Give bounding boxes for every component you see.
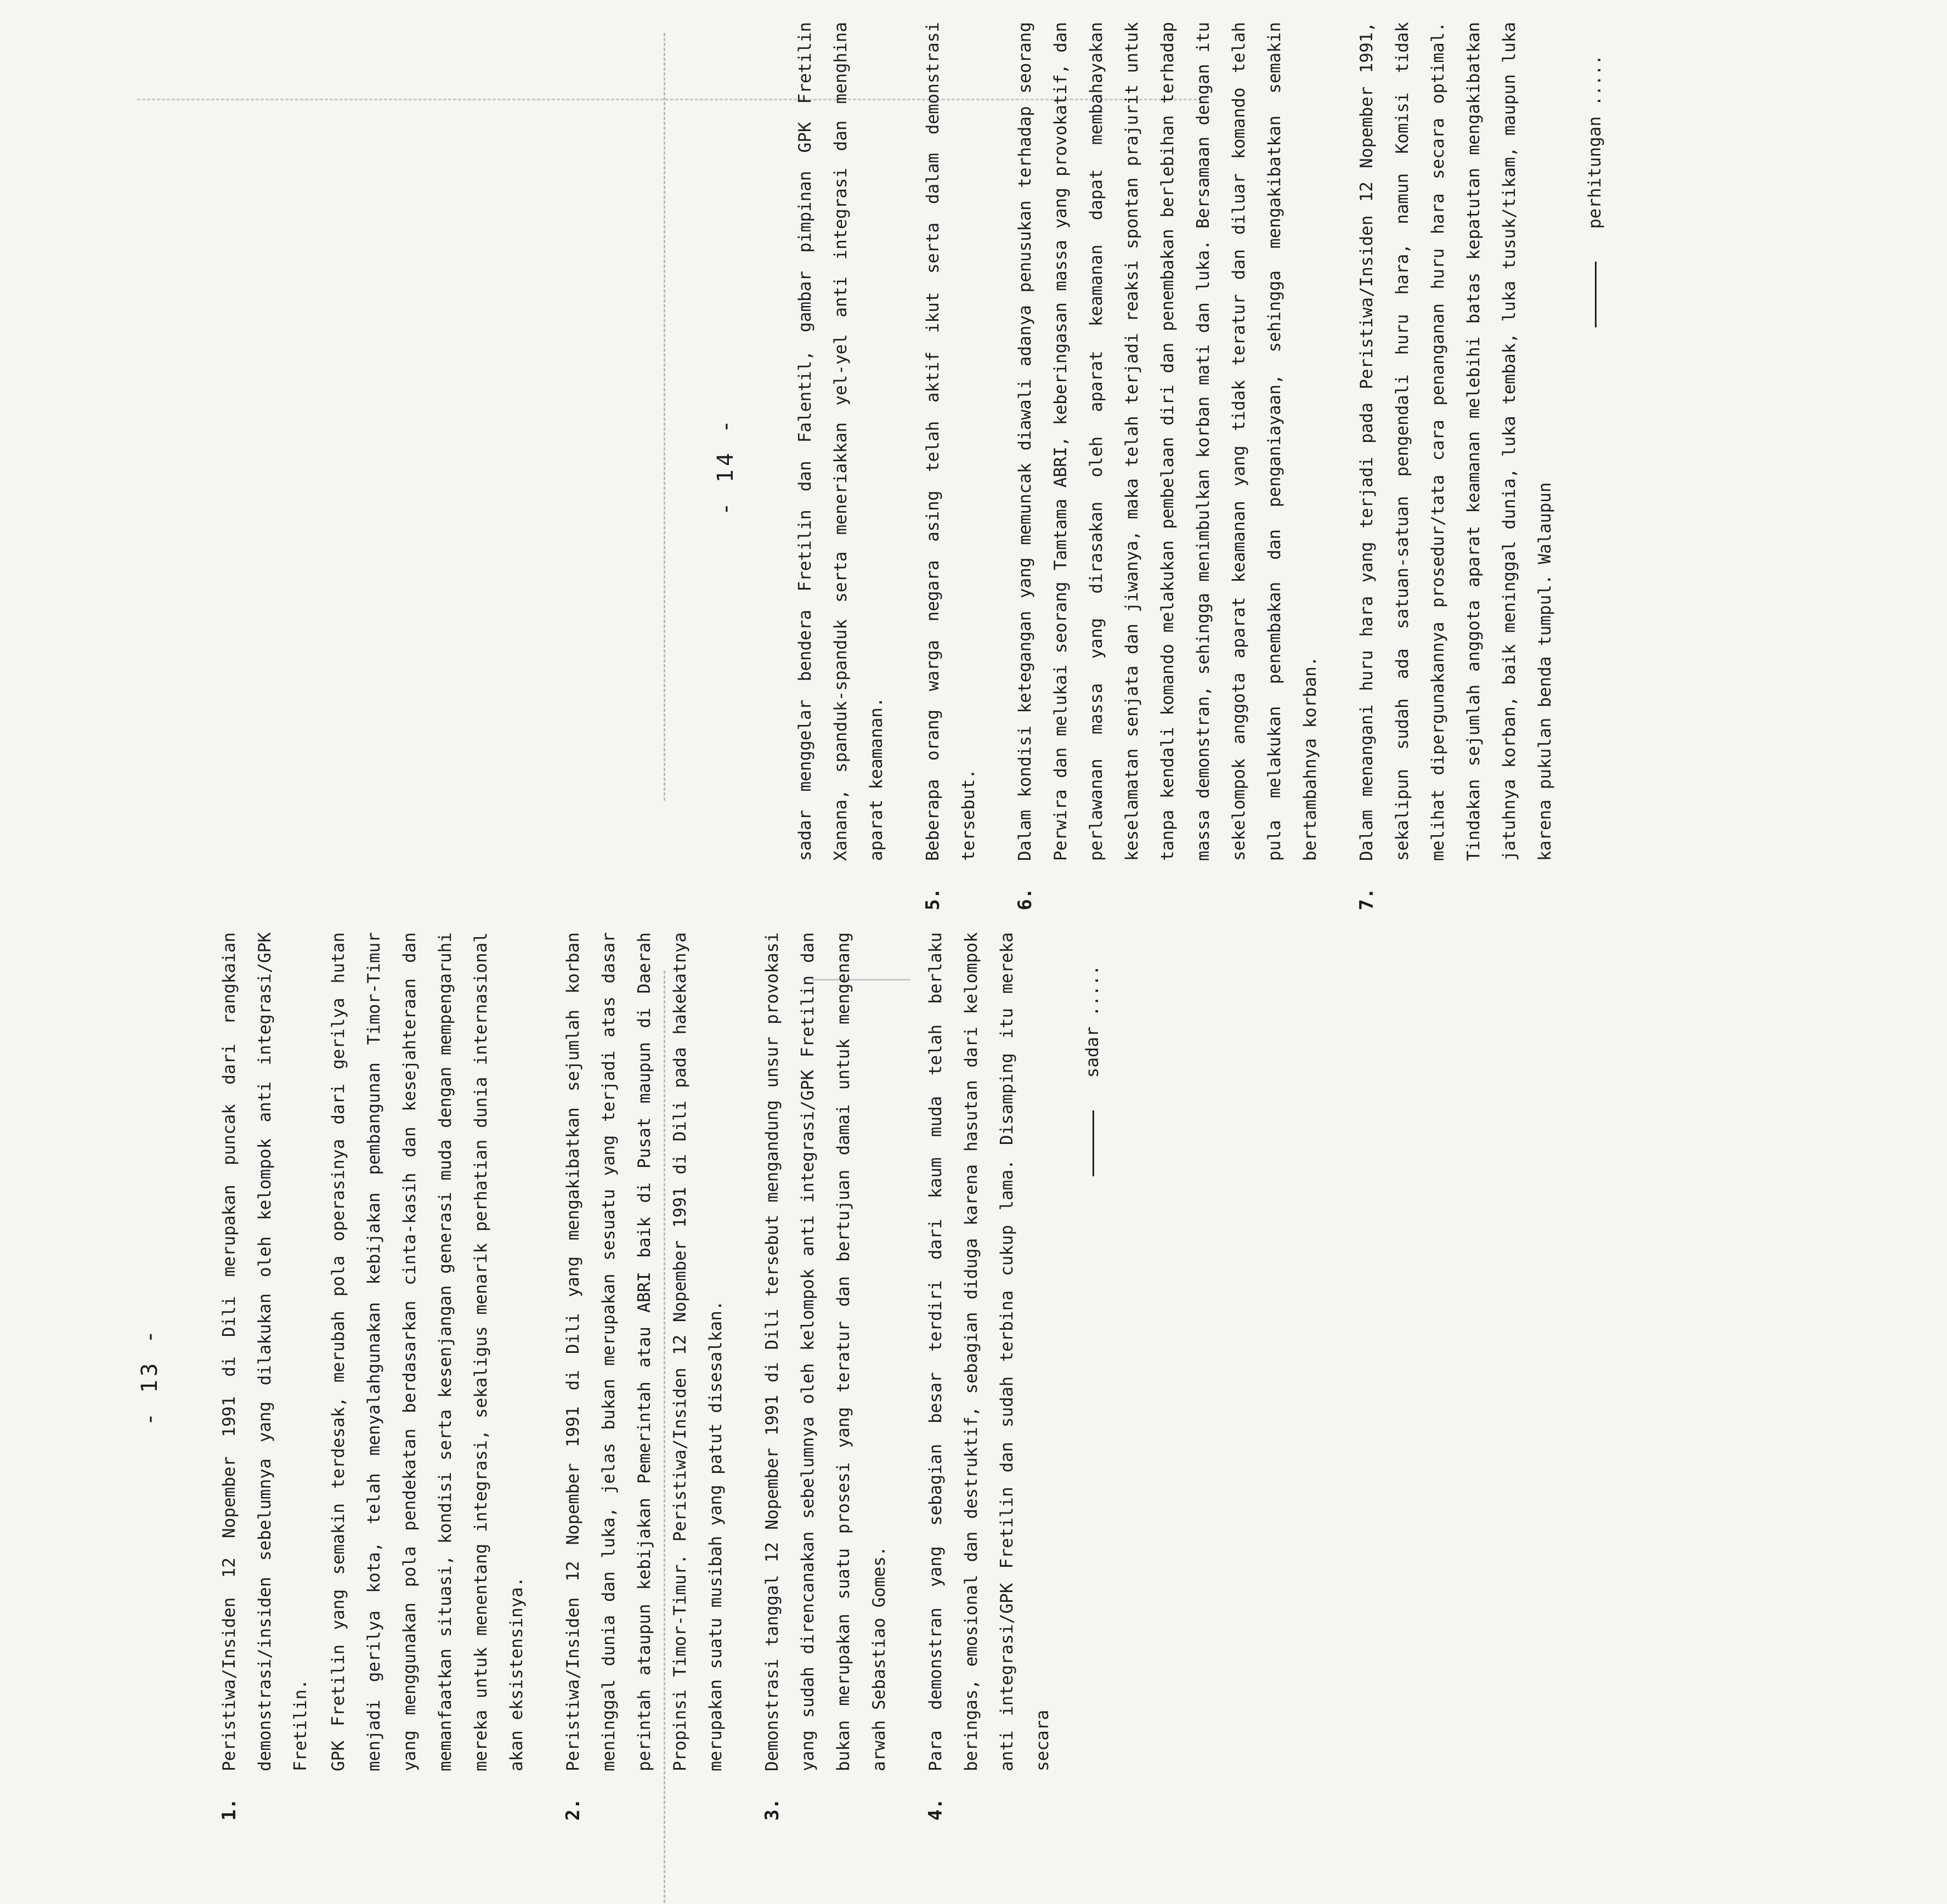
- item-text: Dalam kondisi ketegangan yang memuncak diawali adanya penusukan terhadap seorang Perwira dan melukai seorang Tamtama ABRI, keberingasan massa yang provokatif, dan perlawanan massa yang dirasakan oleh aparat keamanan dapat membahayakan keselamatan senjata dan jiwanya, maka telah terjadi reaksi spontan prajurit untuk tanpa kendali komando melakukan pembelaan diri dan penembakan berlebihan terhadap massa demonstran, sehingga menimbulkan korban mati dan luka. Bersamaan dengan itu sekelompok anggota aparat keamanan yang tidak teratur dan diluar komando telah pula melakukan penembakan dan penganiayaan, sehingga mengakibatkan semakin bertambahnya korban.: [1015, 22, 1320, 861]
- item-number: 4.: [925, 1798, 947, 1821]
- item-text: Demonstrasi tanggal 12 Nopember 1991 di Dili tersebut mengandung unsur provokasi yang sudah direncanakan sebelumnya oleh kelompok anti integrasi/GPK Fretilin dan bukan merupakan suatu prosesi yang teratur dan bertujuan damai untuk mengenang arwah Sebastiao Gomes.: [762, 932, 889, 1771]
- list-item: [755, 932, 897, 1821]
- page-13: [137, 932, 1371, 1821]
- list-item: [918, 932, 1061, 1821]
- item-text: Peristiwa/Insiden 12 Nopember 1991 di Dili merupakan puncak dari rangkaian demonstrasi/insiden sebelumnya yang dilakukan oleh kelompok anti integrasi/GPK Fretilin.: [219, 932, 310, 1771]
- catchword-text: perhitungan .....: [1585, 55, 1605, 229]
- catchword-rule: [1595, 262, 1597, 327]
- page-number: - 14 -: [713, 416, 738, 516]
- item-text: Beberapa orang warga negara asing telah aktif ikut serta dalam demonstrasi tersebut.: [923, 22, 978, 861]
- catchword: [1083, 932, 1102, 1821]
- list-item: [915, 22, 987, 910]
- list-item: [212, 932, 535, 1821]
- item-number: 5.: [922, 888, 944, 910]
- page-14: [713, 22, 1947, 910]
- item-text: GPK Fretilin yang semakin terdesak, merubah pola operasinya dari gerilya hutan menjadi gerilya kota, telah menyalahgunakan kebijakan pembangunan Timor-Timur yang menggunakan pola pendekatan berdasarkan cinta-kasih dan kesejahteraan dan memanfaatkan situasi, kondisi serta kesenjangan generasi muda dengan mempengaruhi mereka untuk menentang integrasi, sekaligus menarik perhatian dunia internasional akan eksistensinya.: [329, 932, 527, 1771]
- catchword-text: sadar .....: [1083, 965, 1102, 1078]
- list-item: [1349, 22, 1563, 910]
- list-item: [556, 932, 734, 1821]
- item-text: Para demonstran yang sebagian besar terdiri dari kaum muda telah berlaku beringas, emosional dan destruktif, sebagian diduga karena hasutan dari kelompok anti integrasi/GPK Fretilin dan sudah terbina cukup lama. Disamping itu mereka secara: [926, 932, 1052, 1771]
- item-text: Peristiwa/Insiden 12 Nopember 1991 di Dili yang mengakibatkan sejumlah korban meninggal dunia dan luka, jelas bukan merupakan sesuatu yang terjadi atas dasar perintah ataupun kebijakan Pemerintah atau ABRI baik di Pusat maupun di Daerah Propinsi Timor-Timur. Peristiwa/Insiden 12 Nopember 1991 di Dili pada hakekatnya merupakan suatu musibah yang patut disesalkan.: [563, 932, 726, 1771]
- continuation-text: sadar menggelar bendera Fretilin dan Falentil, gambar pimpinan GPK Fretilin Xanana, spanduk-spanduk serta meneriakkan yel-yel anti integrasi dan menghina aparat keamanan.: [795, 22, 886, 861]
- catchword: [1585, 22, 1605, 910]
- item-number: 3.: [761, 1798, 783, 1821]
- numbered-list: [915, 22, 1563, 910]
- numbered-list: [212, 932, 1061, 1821]
- item-number: 7.: [1356, 888, 1378, 910]
- item-number: 2.: [562, 1798, 584, 1821]
- item-text: Dalam menangani huru hara yang terjadi pada Peristiwa/Insiden 12 Nopember 1991, sekalipun sudah ada satuan-satuan pengendali huru hara, namun Komisi tidak melihat dipergunakannya prosedur/tata cara penanganan huru hara secara optimal. Tindakan sejumlah anggota aparat keamanan melebihi batas kepatutan mengakibatkan jatuhnya korban, baik meninggal dunia, luka tembak, luka tusuk/tikam, maupun luka karena pukulan benda tumpul. Walaupun: [1357, 22, 1555, 861]
- fold-line-top: [664, 33, 665, 801]
- page-number: - 13 -: [137, 1327, 162, 1426]
- item-number: 1.: [218, 1798, 240, 1821]
- list-item: [1008, 22, 1328, 910]
- item-number: 6.: [1014, 888, 1036, 910]
- catchword-rule: [1093, 1110, 1094, 1176]
